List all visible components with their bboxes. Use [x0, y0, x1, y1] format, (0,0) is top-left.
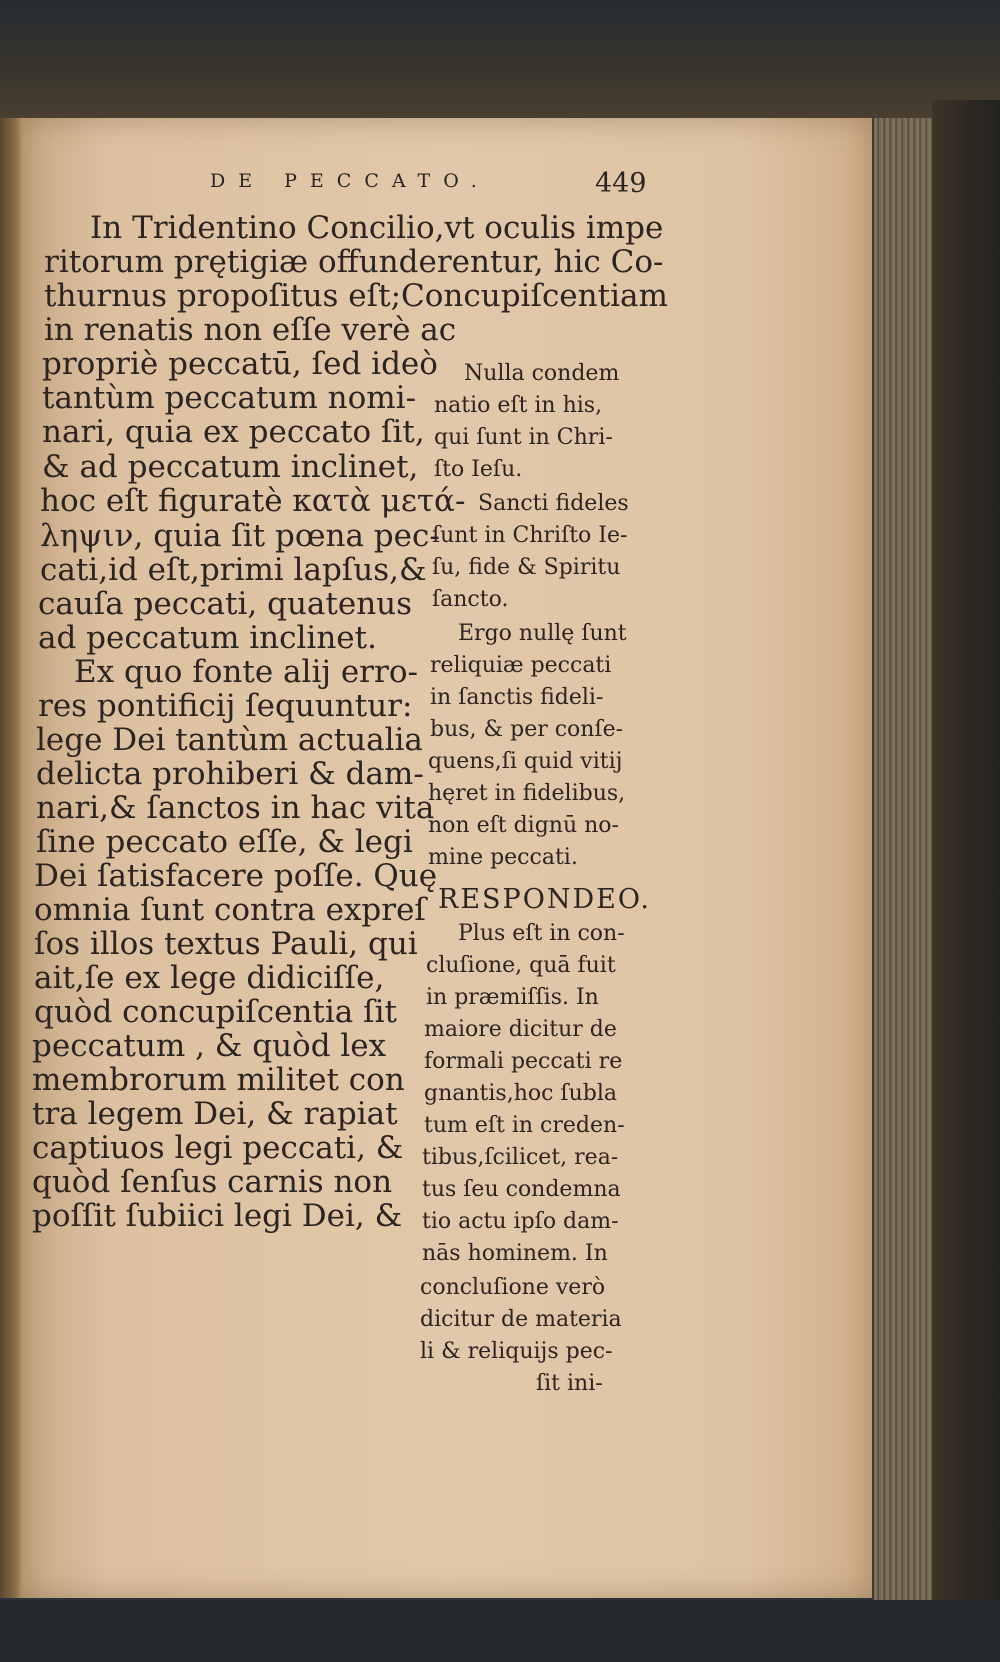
main-text-line: lege Dei tantùm actualia	[36, 722, 423, 758]
response-line: gnantis,hoc ſubla	[424, 1081, 617, 1106]
main-text-line: res pontificij ſequuntur:	[38, 688, 413, 724]
main-text-line: nari,& ſanctos in hac vita	[36, 790, 435, 826]
main-text-line: ληψιν, quia ſit pœna pec-	[40, 518, 440, 554]
response-line: cluſione, quā fuit	[426, 953, 616, 978]
main-text-line: nari, quia ex peccato ſit,	[42, 414, 425, 450]
main-text-line: ait,ſe ex lege didiciſſe,	[34, 960, 385, 996]
side-note-line: Ergo nullę ſunt	[458, 621, 627, 646]
response-line: li & reliquijs pec-	[420, 1339, 613, 1364]
response-line: tum eſt in creden-	[424, 1113, 625, 1138]
main-text-line: ſine peccato eſſe, & legi	[36, 824, 413, 860]
response-line: tibus,ſcilicet, rea-	[422, 1145, 619, 1170]
side-note-line: qui ſunt in Chri-	[434, 425, 613, 450]
response-line: dicitur de materia	[420, 1307, 622, 1332]
side-note-line: mine peccati.	[428, 845, 578, 870]
side-note-line: ſto Ieſu.	[434, 457, 523, 482]
main-text-line: tra legem Dei, & rapiat	[32, 1096, 398, 1132]
side-note-line: bus, & per conſe-	[430, 717, 624, 742]
response-line: maiore dicitur de	[424, 1017, 617, 1042]
main-text-line: ſos illos textus Pauli, qui	[34, 926, 418, 962]
book-cover-right	[932, 100, 1000, 1600]
main-text-line: tantùm peccatum nomi-	[42, 380, 417, 416]
side-note-line: hęret in fidelibus,	[428, 781, 626, 806]
running-head: DE PECCATO.	[210, 170, 490, 192]
dark-background-top	[0, 0, 1000, 120]
main-text-line: hoc eſt figuratè κατὰ μετά-	[40, 483, 466, 519]
response-line: tus ſeu condemna	[422, 1177, 621, 1202]
main-text-line: ritorum prętigiæ offunderentur, hic Co-	[44, 244, 664, 280]
main-text-line: captiuos legi peccati, &	[32, 1130, 404, 1166]
main-text-line: In Tridentino Concilio,vt oculis impe	[90, 210, 664, 246]
main-text-line: cati,id eſt,primi lapſus,&	[40, 552, 427, 588]
response-line: in præmiſſis. In	[426, 985, 599, 1010]
side-note-line: ſu, fide & Spiritu	[432, 555, 621, 580]
side-note-line: reliquiæ peccati	[430, 653, 612, 678]
main-text-line: Ex quo fonte alij erro-	[74, 654, 418, 690]
main-text-line: quòd ſenſus carnis non	[32, 1164, 393, 1200]
main-text-line: poſſit ſubiici legi Dei, &	[32, 1198, 403, 1234]
response-line: ſit ini-	[536, 1371, 603, 1396]
side-note-line: non eſt dignū no-	[428, 813, 619, 838]
side-note-line: ſancto.	[432, 587, 509, 612]
side-note-line: Sancti fideles	[478, 491, 629, 516]
side-note-line: in ſanctis fideli-	[430, 685, 604, 710]
main-text-line: delicta prohiberi & dam-	[36, 756, 424, 792]
response-line: concluſione verò	[420, 1275, 606, 1300]
page-number: 449	[595, 168, 647, 199]
side-note-line: natio eſt in his,	[434, 393, 603, 418]
response-line: nās hominem. In	[422, 1241, 608, 1266]
respondeo-heading: RESPONDEO.	[438, 884, 651, 915]
main-text-line: Dei ſatisfacere poſſe. Quę	[34, 858, 438, 894]
response-line: Plus eſt in con-	[458, 921, 625, 946]
dark-background-bottom	[0, 1600, 1000, 1662]
main-text-line: cauſa peccati, quatenus	[38, 586, 413, 622]
side-note-line: quens,ſi quid vitij	[428, 749, 623, 774]
main-text-line: omnia ſunt contra expreſ	[34, 892, 426, 928]
response-line: tio actu ipſo dam-	[422, 1209, 619, 1234]
main-text-line: quòd concupiſcentia ſit	[34, 994, 397, 1030]
main-text-line: peccatum , & quòd lex	[32, 1028, 387, 1064]
main-text-line: membrorum militet con	[32, 1062, 405, 1098]
page-fore-edge	[872, 118, 934, 1600]
main-text-line: thurnus propoſitus eſt;Concupiſcentiam	[44, 278, 668, 314]
main-text-line: in renatis non eſſe verè ac	[44, 312, 457, 348]
side-note-line: ſunt in Chriſto Ie-	[432, 523, 628, 548]
side-note-line: Nulla condem	[464, 361, 620, 386]
main-text-line: & ad peccatum inclinet,	[42, 449, 419, 485]
response-line: formali peccati re	[424, 1049, 623, 1074]
main-text-line: ad peccatum inclinet.	[38, 620, 377, 656]
main-text-line: propriè peccatū, ſed ideò	[42, 346, 438, 382]
